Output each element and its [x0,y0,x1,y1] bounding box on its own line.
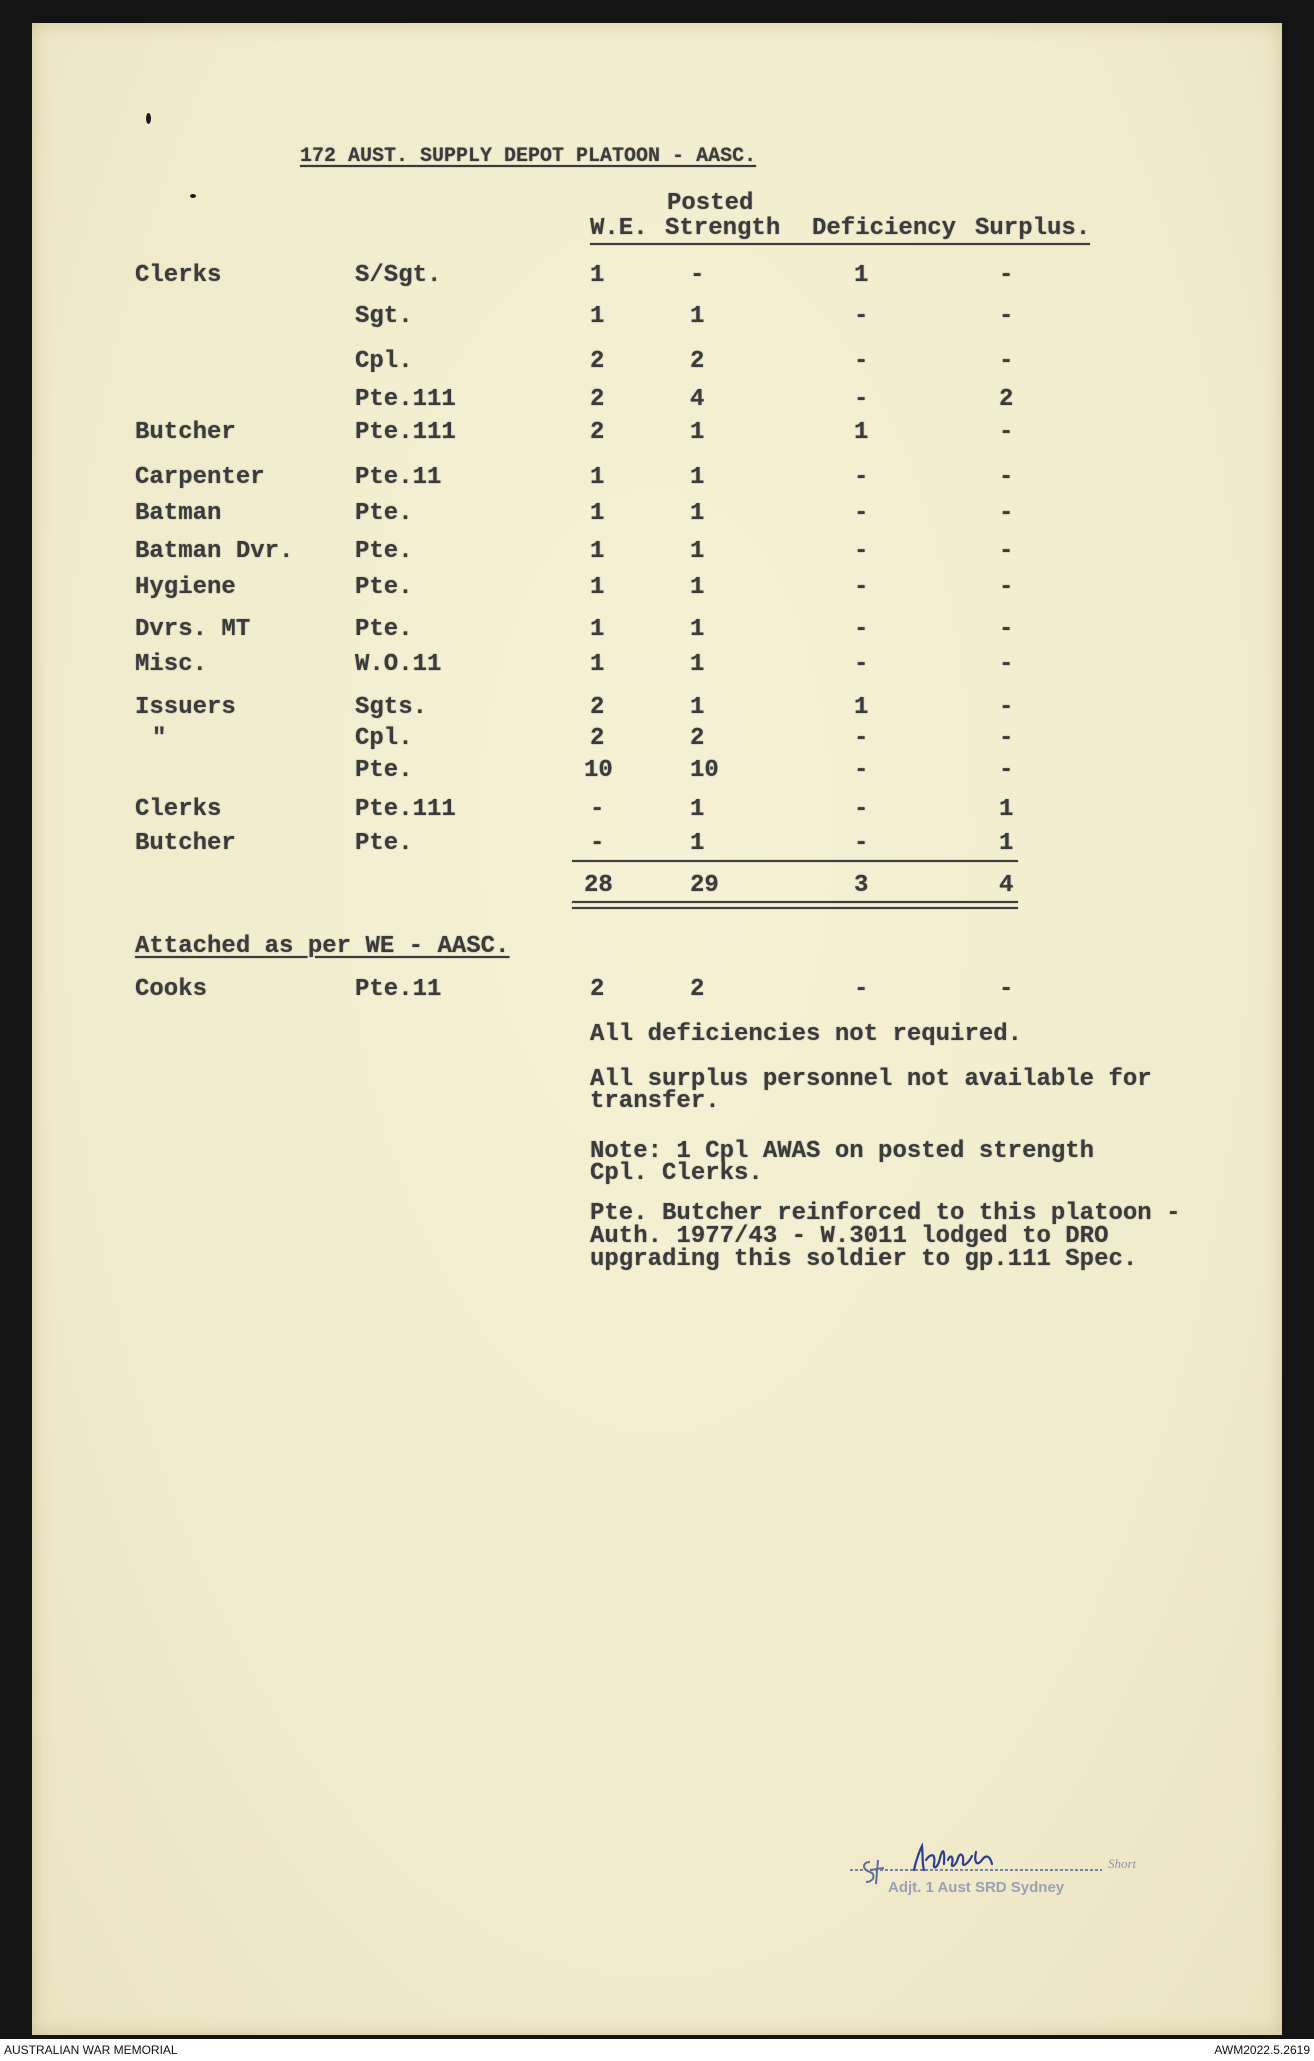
row-deficiency: - [854,464,869,491]
row-posted: 1 [690,574,705,601]
header-deficiency: Deficiency [812,215,957,242]
row-posted: 4 [690,386,705,413]
row-surplus: - [999,757,1014,784]
row-category: Butcher [135,419,236,446]
note-line: upgrading this soldier to gp.111 Spec. [590,1246,1138,1273]
row-rank: Cpl. [355,348,413,375]
total-posted: 29 [690,872,719,899]
row-rank: Cpl. [355,725,413,752]
header-posted: Posted [667,190,754,217]
row-deficiency: - [854,500,869,527]
row-deficiency: - [854,651,869,678]
row-rank: Pte.111 [355,386,456,413]
row-posted: - [690,262,705,289]
row-category: Clerks [135,262,222,289]
row-category: Dvrs. MT [135,616,251,643]
handwritten-signature [914,1846,992,1870]
row-category: Clerks [135,796,222,823]
note-line: transfer. [590,1088,720,1115]
row-category: Batman [135,500,222,527]
row-deficiency: 1 [854,419,869,446]
row-we: 2 [590,694,605,721]
note-line: Pte. Butcher reinforced to this platoon - [590,1200,1181,1227]
table-row [0,725,1314,753]
row-deficiency: - [854,725,869,752]
row-we: 1 [590,574,605,601]
row-deficiency: - [854,757,869,784]
row-surplus: - [999,574,1014,601]
row-surplus: - [999,976,1014,1003]
row-we: 1 [590,464,605,491]
row-posted: 1 [690,651,705,678]
table-row [0,976,1314,1004]
row-category: Carpenter [135,464,265,491]
table-row [0,616,1314,644]
row-deficiency: - [854,303,869,330]
row-surplus: - [999,500,1014,527]
row-we: 2 [590,976,605,1003]
row-deficiency: - [854,830,869,857]
row-posted: 2 [690,348,705,375]
ink-spot [146,113,151,124]
row-category: Issuers [135,694,236,721]
totals-double-rule-bottom [572,907,1018,909]
table-row [0,386,1314,414]
table-row [0,694,1314,722]
stamp-office: Adjt. 1 Aust SRD Sydney [888,1879,1065,1896]
row-rank: S/Sgt. [355,262,442,289]
row-category: Batman Dvr. [135,538,294,565]
footer-accession-number: AWM2022.5.2619 [1214,2043,1310,2057]
office-stamp [850,1838,1210,1902]
total-surplus: 4 [999,872,1014,899]
header-surplus: Surplus. [975,215,1091,242]
row-rank: Pte. [355,757,413,784]
row-rank: Sgts. [355,694,428,721]
table-row [0,651,1314,679]
row-category-ditto: " [152,725,167,752]
note-line: All surplus personnel not available for [590,1066,1152,1093]
row-deficiency: - [854,616,869,643]
row-we: 1 [590,262,605,289]
row-rank: Pte. [355,538,413,565]
row-surplus: - [999,262,1014,289]
row-we: - [590,830,605,857]
row-category: Cooks [135,976,208,1003]
row-we: 1 [590,303,605,330]
table-row [0,303,1314,331]
row-surplus: 1 [999,796,1014,823]
document-title: 172 AUST. SUPPLY DEPOT PLATOON - AASC. [300,145,757,168]
row-surplus: 1 [999,830,1014,857]
row-surplus: - [999,538,1014,565]
header-we: W.E. [590,215,648,242]
totals-row [0,872,1314,900]
row-posted: 1 [690,538,705,565]
note-line: Auth. 1977/43 - W.3011 lodged to DRO [590,1223,1109,1250]
row-we: - [590,796,605,823]
row-category: Hygiene [135,574,236,601]
row-posted: 2 [690,976,705,1003]
table-row [0,262,1314,290]
row-posted: 1 [690,419,705,446]
row-surplus: - [999,464,1014,491]
row-deficiency: - [854,348,869,375]
table-row [0,830,1314,858]
row-we: 2 [590,725,605,752]
table-row [0,348,1314,376]
attached-heading: Attached as per WE - AASC. [135,933,510,960]
totals-rule [572,860,1018,862]
row-surplus: - [999,419,1014,446]
row-rank: W.O.11 [355,651,442,678]
row-surplus: - [999,725,1014,752]
ink-spot [190,194,196,198]
row-posted: 2 [690,725,705,752]
row-posted: 1 [690,796,705,823]
table-row [0,419,1314,447]
row-we: 2 [590,386,605,413]
row-deficiency: - [854,574,869,601]
note-line: Cpl. Clerks. [590,1160,763,1187]
row-rank: Pte. [355,500,413,527]
row-deficiency: - [854,538,869,565]
row-rank: Pte.11 [355,464,442,491]
row-we: 10 [584,757,613,784]
header-strength: Strength [665,215,781,242]
row-posted: 1 [690,694,705,721]
initials-mark [864,1860,884,1884]
row-posted: 1 [690,303,705,330]
total-we: 28 [584,872,613,899]
footer-institution: AUSTRALIAN WAR MEMORIAL [4,2043,178,2057]
note-line: Note: 1 Cpl AWAS on posted strength [590,1138,1095,1165]
row-rank: Pte.111 [355,419,456,446]
row-rank: Pte. [355,616,413,643]
row-rank: Pte. [355,574,413,601]
row-we: 1 [590,538,605,565]
row-category: Butcher [135,830,236,857]
table-row [0,538,1314,566]
table-row [0,757,1314,785]
row-surplus: - [999,303,1014,330]
row-we: 2 [590,419,605,446]
row-rank: Pte. [355,830,413,857]
header-underline [590,243,1090,245]
row-posted: 1 [690,500,705,527]
row-deficiency: - [854,796,869,823]
row-posted: 1 [690,464,705,491]
total-deficiency: 3 [854,872,869,899]
row-surplus: 2 [999,386,1014,413]
table-row [0,796,1314,824]
note-line: All deficiencies not required. [590,1021,1023,1048]
row-we: 1 [590,616,605,643]
table-row [0,574,1314,602]
totals-double-rule-top [572,901,1018,903]
table-row [0,464,1314,492]
row-we: 2 [590,348,605,375]
row-deficiency: - [854,386,869,413]
row-surplus: - [999,694,1014,721]
row-posted: 1 [690,616,705,643]
stamp-note: Short [1108,1856,1137,1871]
row-deficiency: 1 [854,694,869,721]
row-rank: Sgt. [355,303,413,330]
row-surplus: - [999,616,1014,643]
row-posted: 1 [690,830,705,857]
row-category: Misc. [135,651,208,678]
row-we: 1 [590,500,605,527]
row-rank: Pte.11 [355,976,442,1003]
row-we: 1 [590,651,605,678]
row-rank: Pte.111 [355,796,456,823]
table-row [0,500,1314,528]
row-deficiency: 1 [854,262,869,289]
row-surplus: - [999,348,1014,375]
row-deficiency: - [854,976,869,1003]
row-surplus: - [999,651,1014,678]
row-posted: 10 [690,757,719,784]
archive-footer [0,2039,1314,2061]
